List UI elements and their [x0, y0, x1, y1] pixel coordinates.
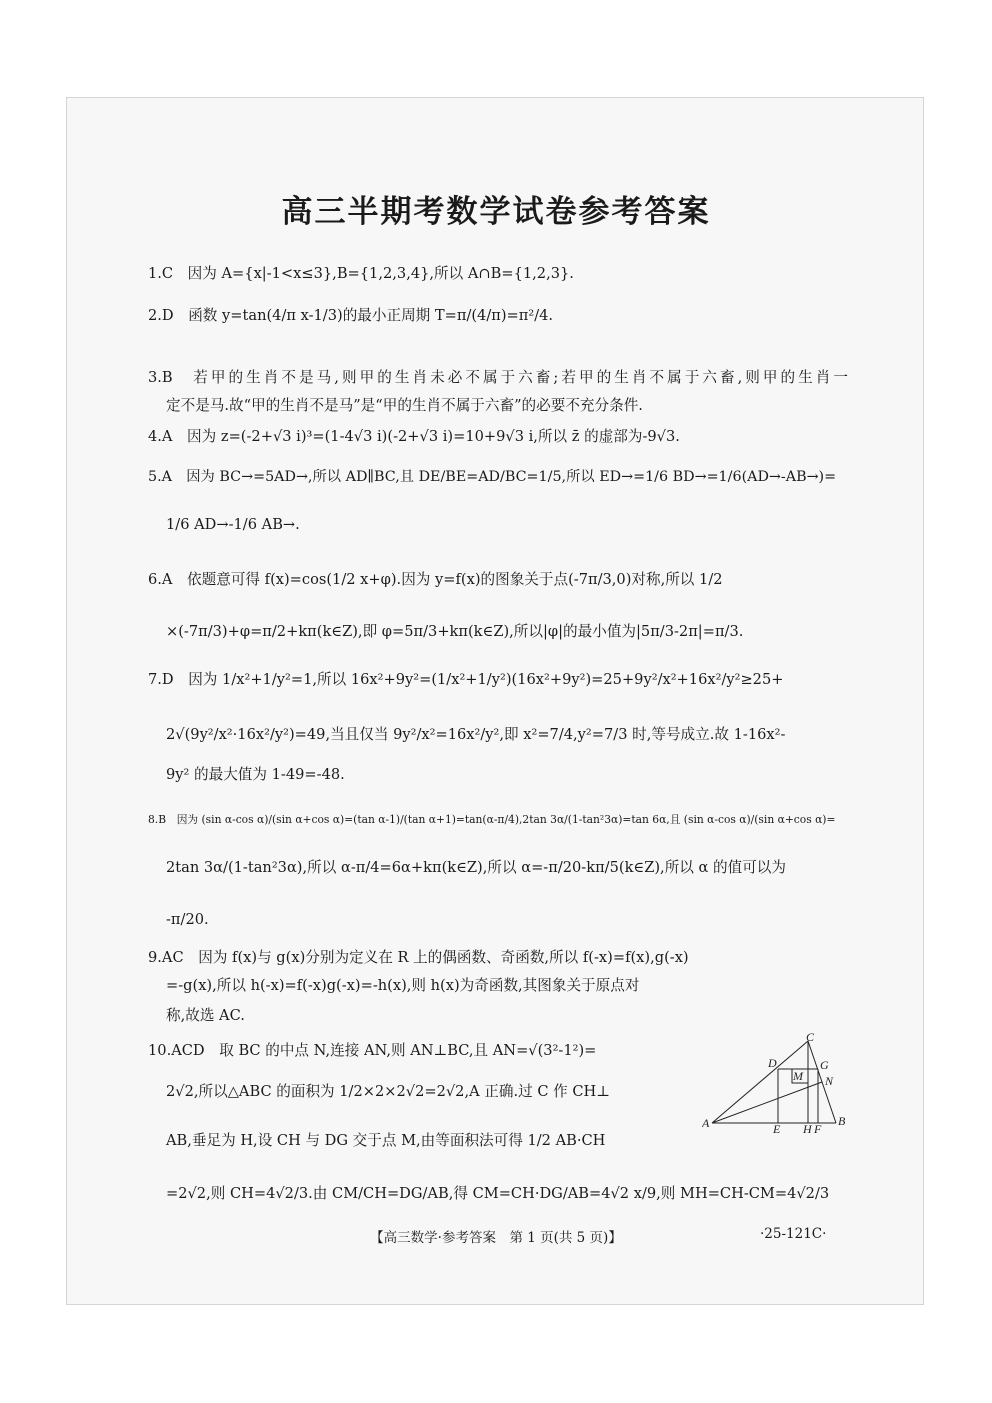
answer-line: 5.A 因为 BC→=5AD→,所以 AD∥BC,且 DE/BE=AD/BC=1/5,所以 ED→=1/6 BD→=1/6(AD→-AB→)= — [148, 469, 837, 485]
footer-code: ·25-121C· — [760, 1226, 827, 1242]
label-m: M — [793, 1069, 803, 1083]
label-f: F — [814, 1122, 822, 1133]
label-a: A — [702, 1116, 710, 1130]
triangle-figure — [702, 1033, 852, 1133]
answer-line: 10.ACD 取 BC 的中点 N,连接 AN,则 AN⊥BC,且 AN=√(3²-1²)= — [148, 1042, 597, 1059]
answer-line: 3.B 若甲的生肖不是马,则甲的生肖未必不属于六畜;若甲的生肖不属于六畜,则甲的生肖一 — [148, 369, 848, 386]
answer-line: ×(-7π/3)+φ=π/2+kπ(k∈Z),即 φ=5π/3+kπ(k∈Z),所以|φ|的最小值为|5π/3-2π|=π/3. — [166, 623, 744, 640]
answer-line: 4.A 因为 z=(-2+√3 i)³=(1-4√3 i)(-2+√3 i)=10+9√3 i,所以 z̄ 的虚部为-9√3. — [148, 428, 680, 445]
page-title: 高三半期考数学试卷参考答案 — [281, 194, 711, 230]
answer-line: 9.AC 因为 f(x)与 g(x)分别为定义在 R 上的偶函数、奇函数,所以 f(-x)=f(x),g(-x) — [148, 949, 689, 966]
answer-line: =-g(x),所以 h(-x)=f(-x)g(-x)=-h(x),则 h(x)为奇函数,其图象关于原点对 — [166, 977, 640, 994]
label-c: C — [806, 1033, 815, 1044]
label-g: G — [820, 1058, 829, 1072]
answer-line: 定不是马.故“甲的生肖不是马”是“甲的生肖不属于六畜”的必要不充分条件. — [166, 397, 643, 414]
answer-line: 2√2,所以△ABC 的面积为 1/2×2×2√2=2√2,A 正确.过 C 作 CH⊥ — [166, 1083, 610, 1100]
answer-line: 7.D 因为 1/x²+1/y²=1,所以 16x²+9y²=(1/x²+1/y²)(16x²+9y²)=25+9y²/x²+16x²/y²≥25+ — [148, 671, 784, 688]
answer-line: -π/20. — [166, 911, 209, 928]
footer-page-info: 【高三数学·参考答案 第 1 页(共 5 页)】 — [370, 1230, 622, 1246]
answer-line: 2tan 3α/(1-tan²3α),所以 α-π/4=6α+kπ(k∈Z),所以 α=-π/20-kπ/5(k∈Z),所以 α 的值可以为 — [166, 859, 786, 876]
answer-line: 2.D 函数 y=tan(4/π x-1/3)的最小正周期 T=π/(4/π)=π²/4. — [148, 307, 554, 324]
label-h: H — [803, 1122, 812, 1133]
answer-line: 1.C 因为 A={x|-1<x≤3},B={1,2,3,4},所以 A∩B={1,2,3}. — [148, 265, 574, 282]
answer-line: =2√2,则 CH=4√2/3.由 CM/CH=DG/AB,得 CM=CH·DG/AB=4√2 x/9,则 MH=CH-CM=4√2/3 — [166, 1185, 830, 1202]
answer-line: 1/6 AD→-1/6 AB→. — [166, 516, 300, 533]
answer-line: 6.A 依题意可得 f(x)=cos(1/2 x+φ).因为 y=f(x)的图象关于点(-7π/3,0)对称,所以 1/2 — [148, 571, 723, 588]
answer-line: 2√(9y²/x²·16x²/y²)=49,当且仅当 9y²/x²=16x²/y²,即 x²=7/4,y²=7/3 时,等号成立.故 1-16x²- — [166, 726, 786, 743]
answer-line: 9y² 的最大值为 1-49=-48. — [166, 766, 345, 783]
label-n: N — [825, 1074, 834, 1088]
answer-line: 称,故选 AC. — [166, 1007, 245, 1024]
label-b: B — [838, 1114, 846, 1128]
answer-line: AB,垂足为 H,设 CH 与 DG 交于点 M,由等面积法可得 1/2 AB·CH — [166, 1132, 606, 1149]
answer-line: 8.B 因为 (sin α-cos α)/(sin α+cos α)=(tan α-1)/(tan α+1)=tan(α-π/4),2tan 3α/(1-tan²3α)=tan 6α,且 (sin α-cos α)/(sin α+cos α)= — [148, 813, 836, 826]
label-e: E — [773, 1122, 781, 1133]
label-d: D — [768, 1056, 777, 1070]
